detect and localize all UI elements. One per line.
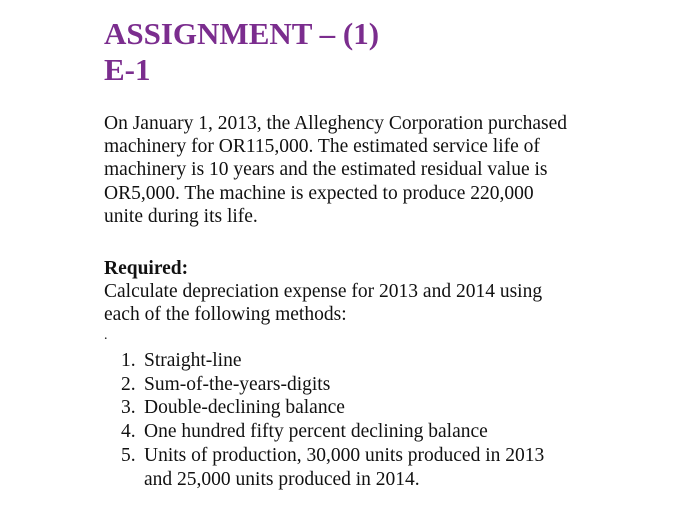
method-text: One hundred fifty percent declining balance (144, 421, 488, 443)
problem-statement (104, 112, 664, 228)
required-section (104, 257, 664, 327)
list-item (121, 420, 544, 444)
list-item (121, 373, 544, 397)
required-heading: Required: (104, 258, 189, 279)
page-title (104, 16, 379, 88)
assignment-title: ASSIGNMENT – (1) (104, 16, 380, 51)
problem-line: On January 1, 2013, the Alleghency Corporation purchased (104, 113, 568, 134)
list-number: 2. (121, 373, 136, 395)
problem-line: unite during its life. (104, 205, 258, 227)
problem-line: OR5,000. The machine is expected to produce 220,000 (104, 182, 534, 204)
problem-line: machinery is 10 years and the estimated residual value is (104, 159, 548, 181)
method-text: Units of production, 30,000 units produced in 2013 (144, 444, 545, 466)
methods-list (121, 349, 544, 491)
method-text: Sum-of-the-years-digits (144, 373, 331, 395)
list-number: 3. (121, 397, 136, 419)
method-text: Straight-line (144, 350, 242, 371)
list-item (121, 349, 544, 373)
problem-line: machinery for OR115,000. The estimated service life of (104, 136, 540, 158)
stray-dot: . (104, 328, 108, 343)
list-item (121, 444, 544, 491)
required-line: Calculate depreciation expense for 2013 and 2014 using (104, 281, 543, 303)
list-number: 4. (121, 421, 136, 443)
method-text: Double-declining balance (144, 397, 345, 419)
exercise-label: E-1 (104, 52, 151, 87)
method-text-continuation: and 25,000 units produced in 2014. (144, 468, 420, 490)
list-number: 1. (121, 350, 136, 371)
list-item (121, 396, 544, 420)
list-number: 5. (121, 444, 136, 466)
required-line: each of the following methods: (104, 304, 347, 326)
